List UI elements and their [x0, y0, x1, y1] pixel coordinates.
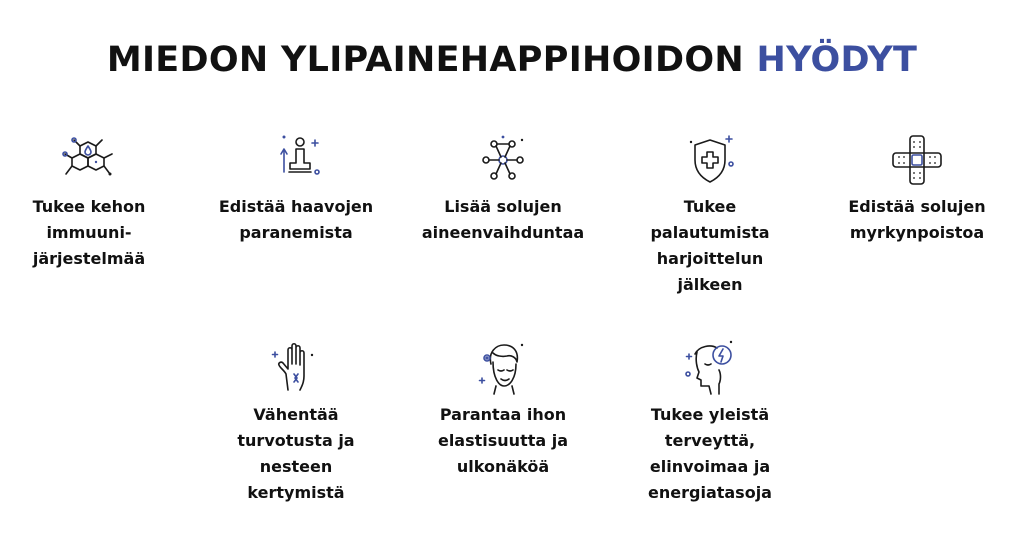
benefit-recovery [625, 132, 795, 298]
head-energy-icon [681, 340, 739, 398]
benefit-detox [832, 132, 1002, 246]
page-title [0, 40, 1024, 80]
shield-cross-icon [681, 132, 739, 190]
benefit-swelling [211, 340, 381, 506]
sitting-person-icon [267, 132, 325, 190]
benefit-label: Tukee yleistä terveyttä, elinvoimaa ja energiatasoja [648, 405, 772, 502]
benefit-label: Edistää solujen myrkynpoistoa [848, 197, 986, 242]
benefit-label: Lisää solujen aineenvaihduntaa [421, 197, 585, 242]
benefit-label: Parantaa ihon elastisuutta ja ulkonäköä [437, 405, 569, 476]
title-main: MIEDON YLIPAINEHAPPIHOIDON [106, 40, 744, 80]
title-accent: HYÖDYT [756, 40, 918, 80]
benefit-energy [625, 340, 795, 506]
benefit-label: Edistää haavojen paranemista [218, 197, 374, 242]
molecule-network-icon [60, 132, 118, 190]
bandage-icon [888, 132, 946, 190]
benefit-label: Tukee palautumista harjoittelun jälkeen [650, 197, 770, 294]
cell-structure-icon [474, 132, 532, 190]
benefit-skin [418, 340, 588, 480]
benefit-label: Tukee kehon immuuni- järjestelmää [32, 197, 146, 268]
benefit-cell-metabolism [418, 132, 588, 246]
face-skin-icon [474, 340, 532, 398]
benefit-label: Vähentää turvotusta ja nesteen kertymistä [237, 405, 355, 502]
hand-icon [267, 340, 325, 398]
benefit-wound-healing [211, 132, 381, 246]
benefit-immune-system [4, 132, 174, 272]
